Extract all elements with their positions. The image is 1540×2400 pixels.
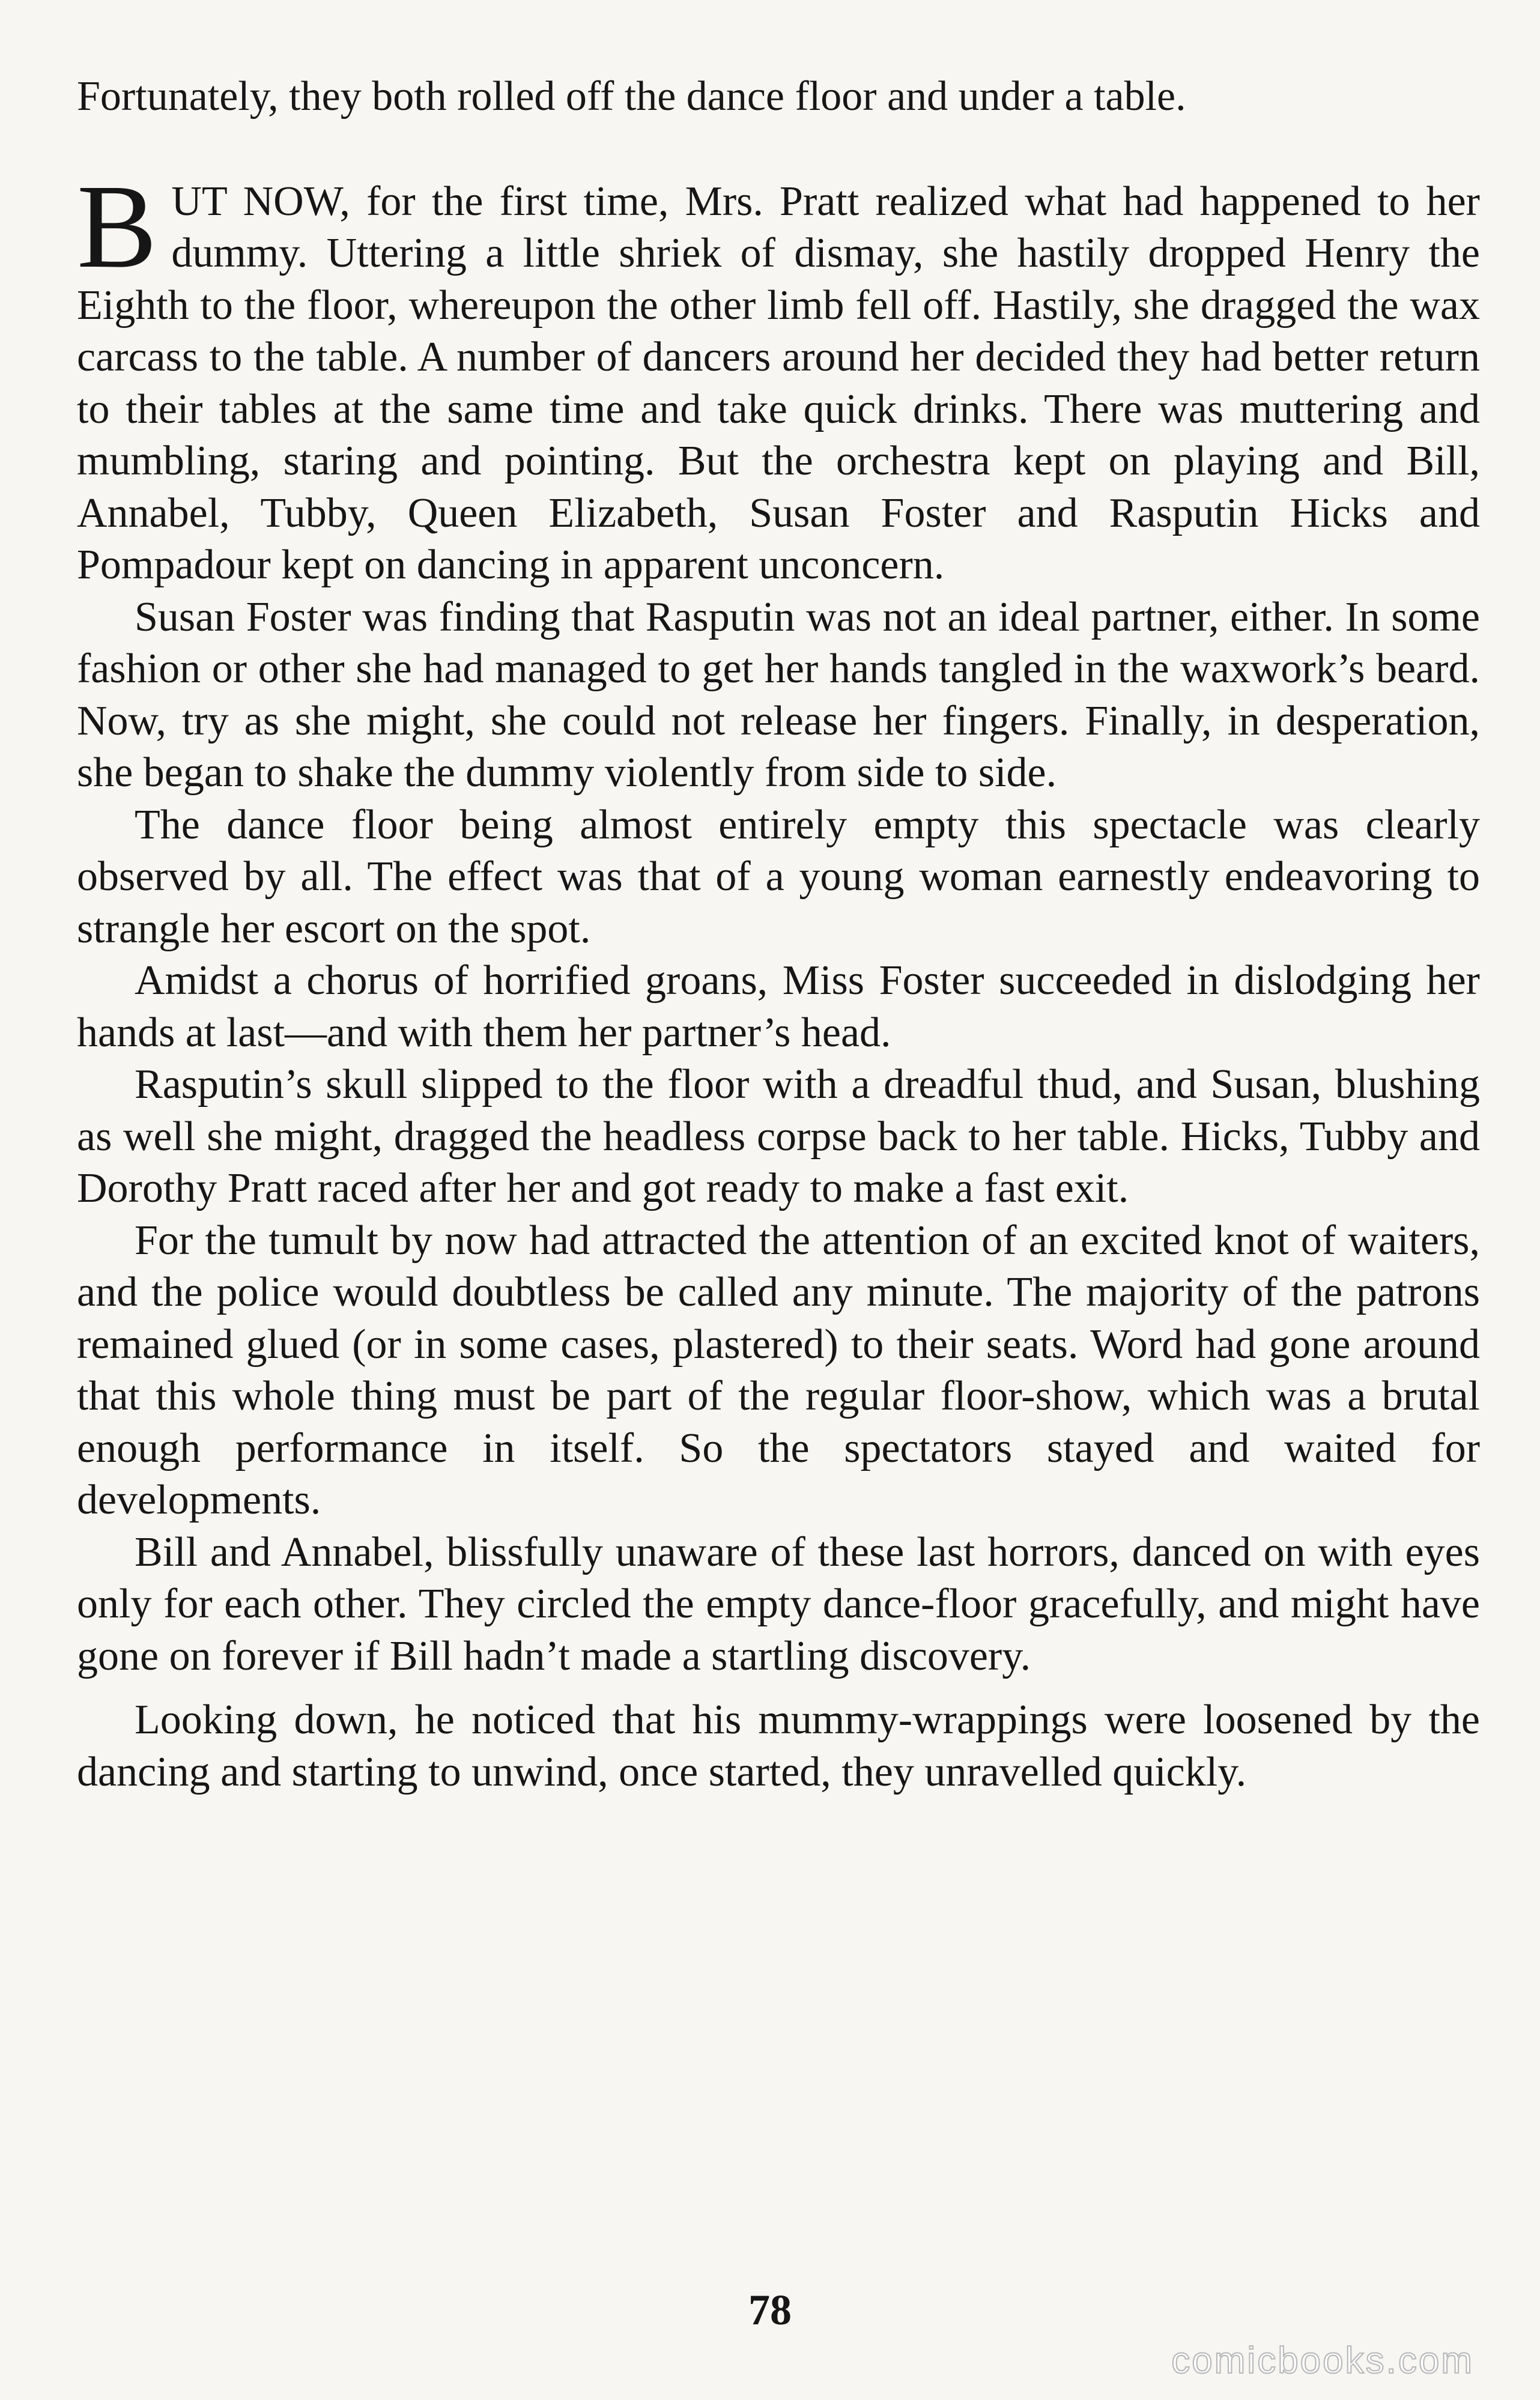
paragraph-9: Looking down, he noticed that his mummy-wrappings were loosened by the dancing and starting to unwind, once started, they unravelled quickly. — [77, 1697, 1480, 1795]
page-number: 78 — [748, 2286, 792, 2334]
drop-cap: B — [77, 160, 157, 293]
paragraph-8: Bill and Annabel, blissfully unaware of these last horrors, danced on with eyes only for each other. They circled the empty dance-floor gracefully, and might have gone on forever if Bill hadn’t made a startling discovery. — [77, 1529, 1480, 1679]
paragraph-4: The dance floor being almost entirely empty this spectacle was clearly observed by all. The effect was that of a young woman earnestly endeavoring to strangle her escort on the spot. — [77, 801, 1480, 952]
watermark: comicbooks.com — [1171, 2340, 1474, 2381]
paragraph-3: Susan Foster was finding that Rasputin was not an ideal partner, either. In some fashion or other she had managed to get her hands tangled in the waxwork’s beard. Now, try as she might, she could not release her fingers. Finally, in desperation, she began to shake the dummy violently from side to side. — [77, 593, 1480, 796]
paragraph-5: Amidst a chorus of horrified groans, Miss Foster succeeded in dislodging her hands at last—and with them her partner’s head. — [77, 957, 1480, 1056]
paragraph-6: Rasputin’s skull slipped to the floor with a dreadful thud, and Susan, blushing as well she might, dragged the headless corpse back to her table. Hicks, Tubby and Dorothy Pratt raced after her and got ready to make a fast exit. — [77, 1061, 1480, 1211]
page-text — [77, 71, 1480, 1798]
paragraph-2-body: , for the first time, Mrs. Pratt realized what had happened to her dummy. Uttering a little shriek of dismay, she hastily dropped Henry the Eighth to the floor, whereupon the other limb fell off. Hastily, she dragged the wax carcass to the table. A number of dancers around her decided they had better return to their tables at the same time and take quick drinks. There was muttering and mumbling, staring and pointing. But the orchestra kept on playing and Bill, Annabel, Tubby, Queen Elizabeth, Susan Foster and Rasputin Hicks and Pompadour kept on dancing in apparent unconcern. — [77, 178, 1480, 588]
paragraph-2 — [77, 160, 1480, 592]
opening-lead-in: UT NOW — [171, 178, 340, 225]
paragraph-7: For the tumult by now had attracted the attention of an excited knot of waiters, and the police would doubtless be called any minute. The majority of the patrons remained glued (or in some cases, plastered) to their seats. Word had gone around that this whole thing must be part of the regular floor-show, which was a brutal enough performance in itself. So the spectators stayed and waited for developments. — [77, 1217, 1480, 1523]
paragraph-1: Fortunately, they both rolled off the dance floor and under a table. — [77, 73, 1186, 120]
